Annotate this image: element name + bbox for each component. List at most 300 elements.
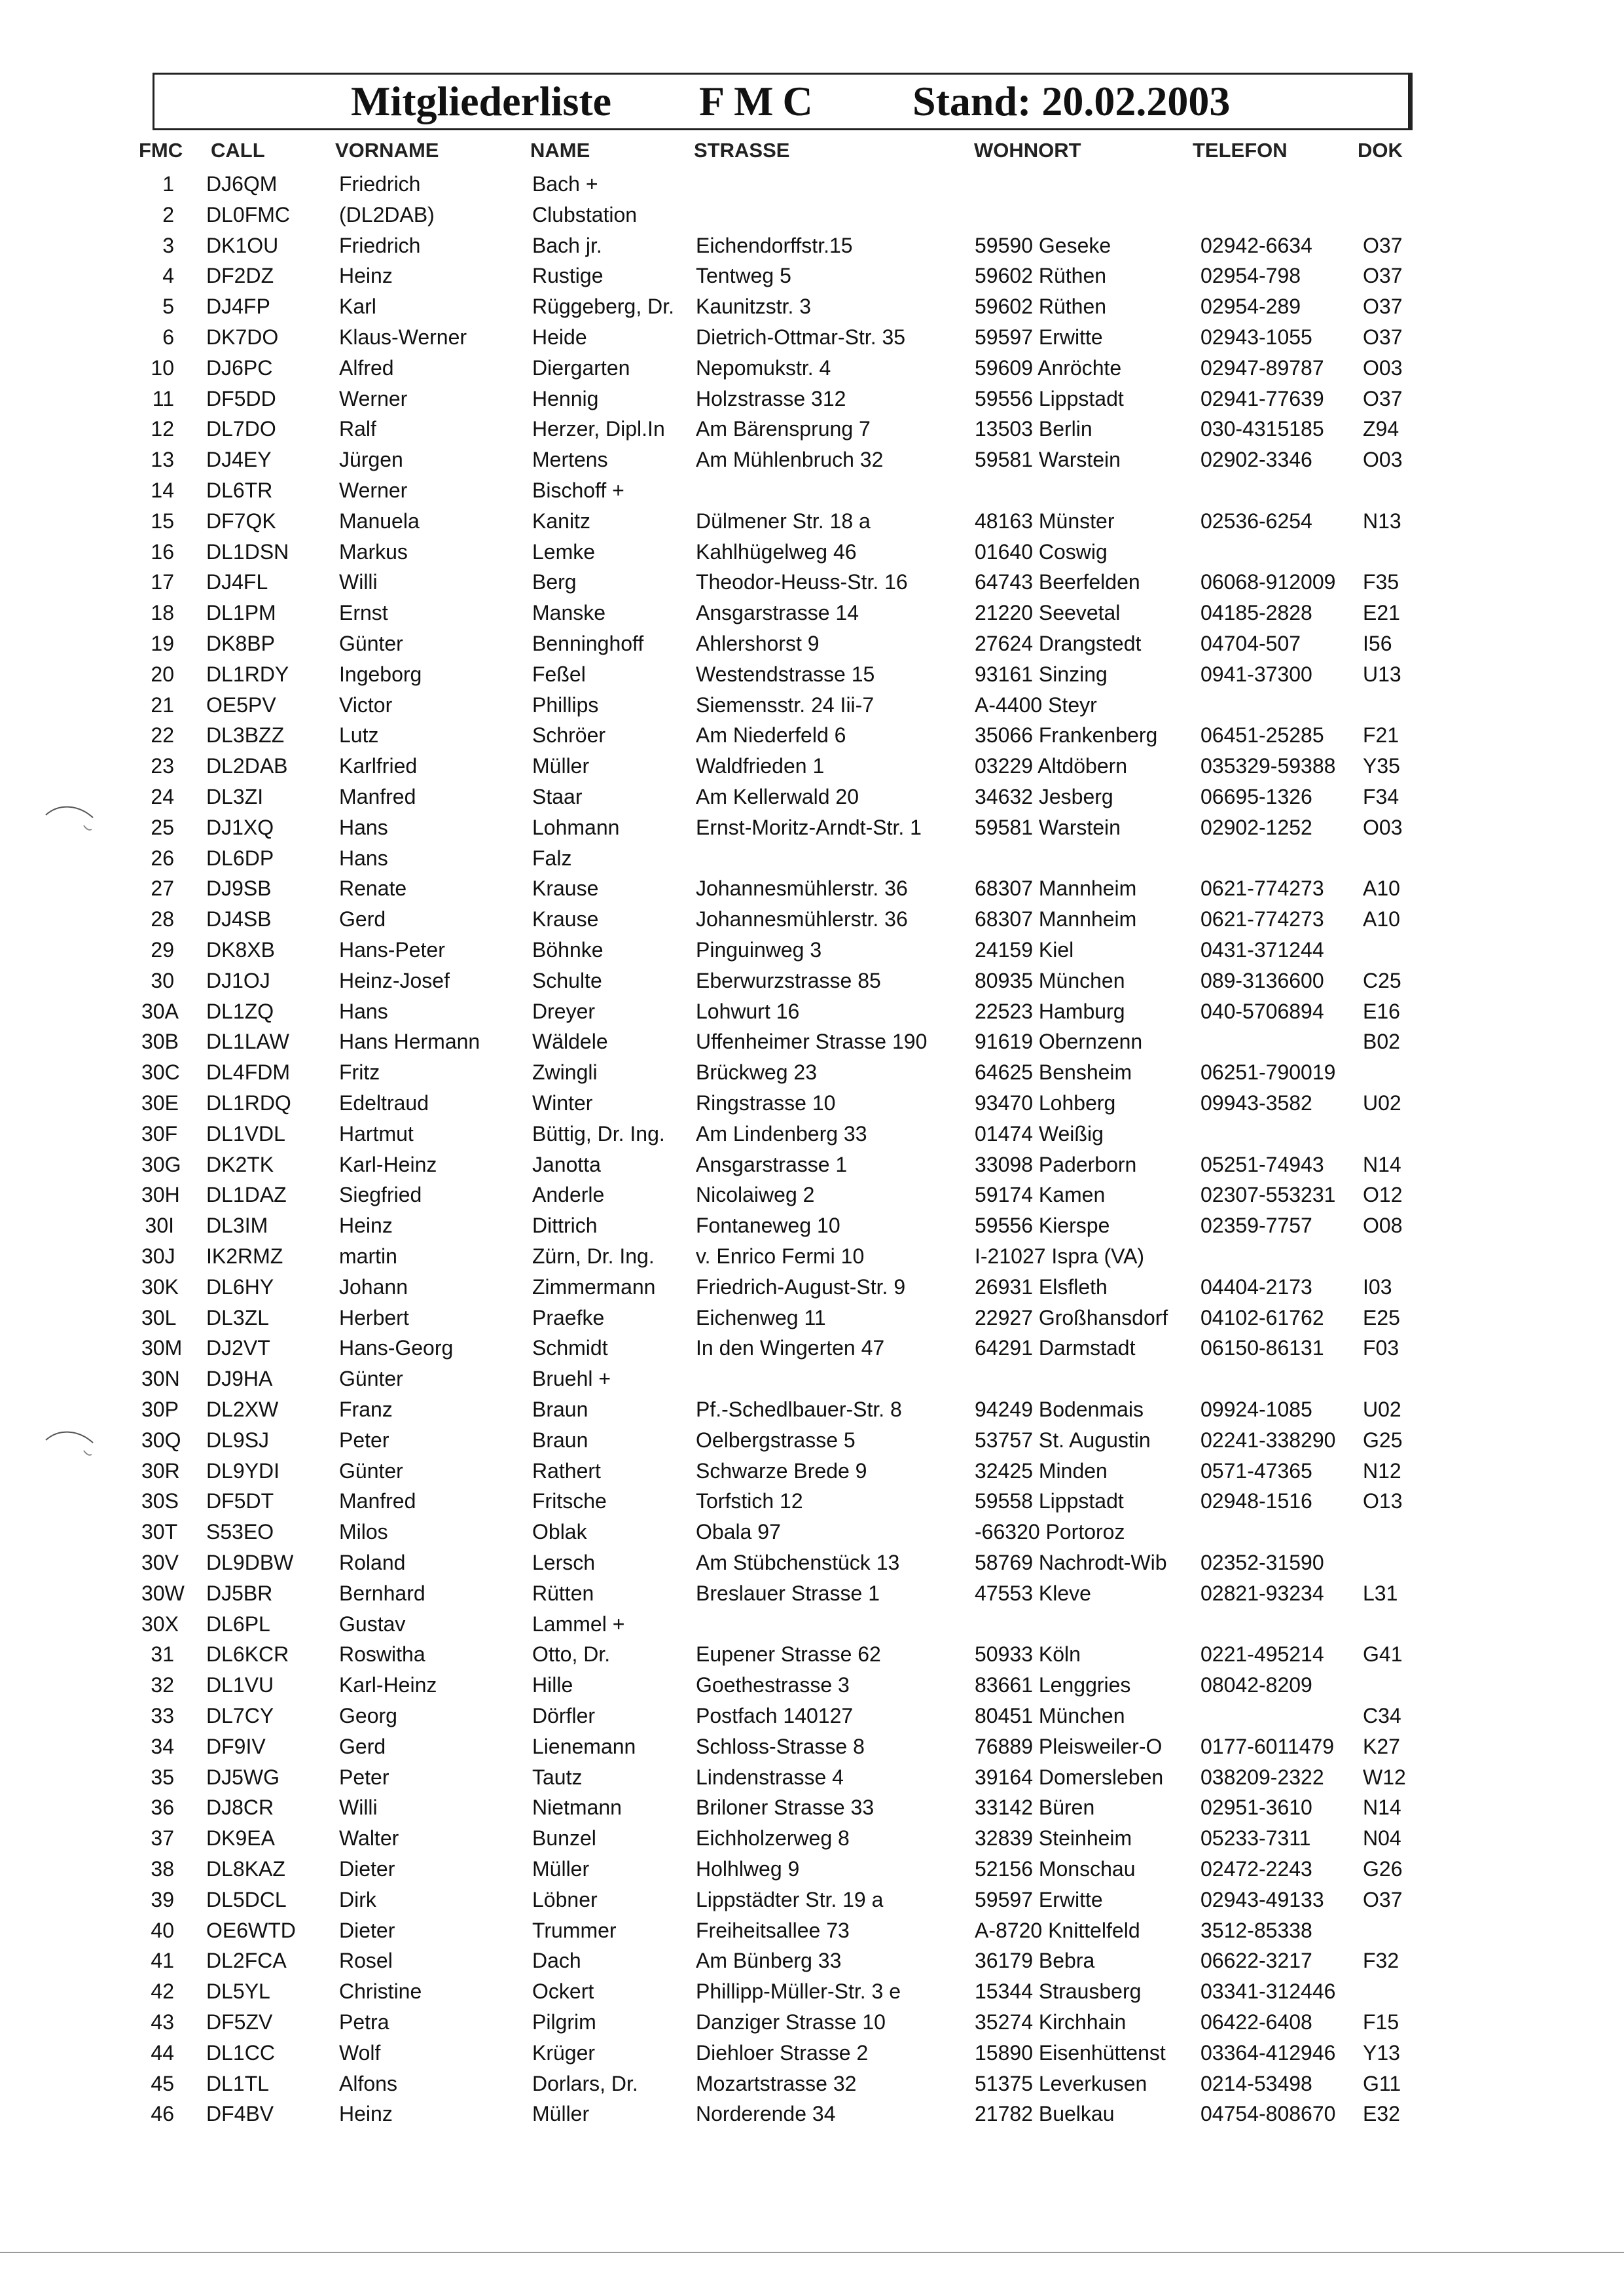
table-row bbox=[0, 628, 1624, 659]
member-number: 4 bbox=[162, 264, 174, 288]
table-row bbox=[0, 1394, 1624, 1425]
member-number: 37 bbox=[151, 1826, 174, 1851]
member-number: 34 bbox=[151, 1734, 174, 1758]
phone: 02941-77639 bbox=[1200, 386, 1324, 410]
street: Westendstrasse 15 bbox=[696, 662, 875, 686]
first-name: Heinz-Josef bbox=[339, 968, 450, 992]
table-row bbox=[0, 690, 1624, 721]
dok-code: O03 bbox=[1363, 355, 1403, 380]
last-name: Dörfler bbox=[532, 1704, 596, 1727]
first-name: Hans bbox=[339, 846, 388, 870]
last-name: Zürn, Dr. Ing. bbox=[532, 1244, 655, 1268]
member-number: 18 bbox=[151, 601, 174, 625]
street: Oelbergstrasse 5 bbox=[696, 1428, 856, 1452]
table-row bbox=[0, 751, 1624, 782]
callsign: DL3ZI bbox=[206, 785, 264, 808]
member-number: 24 bbox=[151, 785, 174, 808]
last-name: Löbner bbox=[532, 1887, 598, 1911]
last-name: Büttig, Dr. Ing. bbox=[532, 1121, 665, 1146]
last-name: Rustige bbox=[532, 264, 604, 288]
table-row bbox=[0, 1885, 1624, 1915]
last-name: Heide bbox=[532, 325, 587, 349]
dok-code: N13 bbox=[1363, 509, 1401, 533]
first-name: Lutz bbox=[339, 723, 379, 748]
table-row bbox=[0, 1976, 1624, 2007]
first-name: Gustav bbox=[339, 1612, 406, 1636]
street: Lippstädter Str. 19 a bbox=[696, 1887, 884, 1911]
last-name: Bach + bbox=[532, 172, 598, 196]
dok-code: A10 bbox=[1363, 876, 1400, 901]
member-number: 13 bbox=[151, 448, 174, 472]
header-vorname: VORNAME bbox=[335, 139, 439, 162]
table-row bbox=[0, 812, 1624, 843]
street: Kaunitzstr. 3 bbox=[696, 295, 812, 319]
dok-code: W12 bbox=[1363, 1765, 1406, 1789]
table-row bbox=[0, 843, 1624, 874]
callsign: DJ2VT bbox=[206, 1336, 270, 1360]
member-number: 42 bbox=[151, 1979, 174, 2004]
table-row bbox=[0, 384, 1624, 414]
street: Breslauer Strasse 1 bbox=[696, 1581, 880, 1605]
dok-code: U02 bbox=[1363, 1091, 1401, 1115]
punch-hole-mark bbox=[39, 795, 98, 841]
callsign: DL9DBW bbox=[206, 1551, 294, 1574]
phone: 04754-808670 bbox=[1200, 2102, 1336, 2126]
member-number: 30H bbox=[141, 1183, 180, 1207]
last-name: Tautz bbox=[532, 1765, 583, 1789]
dok-code: F34 bbox=[1363, 785, 1399, 808]
phone: 02947-89787 bbox=[1200, 355, 1324, 380]
last-name: Anderle bbox=[532, 1183, 605, 1207]
list-title: Mitgliederliste bbox=[351, 78, 612, 124]
last-name: Krüger bbox=[532, 2040, 596, 2065]
dok-code: A10 bbox=[1363, 907, 1400, 931]
callsign: DJ4SB bbox=[206, 907, 272, 931]
table-row bbox=[0, 506, 1624, 537]
last-name: Rütten bbox=[532, 1581, 594, 1605]
member-number: 1 bbox=[162, 172, 174, 196]
street: Johannesmühlerstr. 36 bbox=[696, 876, 908, 901]
first-name: Heinz bbox=[339, 1214, 393, 1238]
first-name: Hans Hermann bbox=[339, 1030, 480, 1054]
callsign: DK1OU bbox=[206, 233, 279, 257]
table-row bbox=[0, 537, 1624, 568]
table-row bbox=[0, 1026, 1624, 1057]
as-of-date: Stand: 20.02.2003 bbox=[912, 78, 1231, 124]
first-name: martin bbox=[339, 1244, 397, 1268]
first-name: Georg bbox=[339, 1704, 397, 1727]
street: Fontaneweg 10 bbox=[696, 1214, 840, 1238]
member-number: 40 bbox=[151, 1918, 174, 1942]
table-row bbox=[0, 904, 1624, 935]
member-number: 38 bbox=[151, 1857, 174, 1881]
member-number: 30I bbox=[145, 1214, 174, 1238]
last-name: Müller bbox=[532, 754, 590, 778]
member-number: 45 bbox=[151, 2071, 174, 2095]
list-title-box bbox=[153, 73, 1413, 130]
callsign: DL8KAZ bbox=[206, 1857, 285, 1881]
city: 47553 Kleve bbox=[975, 1581, 1091, 1605]
callsign: DJ9HA bbox=[206, 1367, 273, 1391]
city: 35274 Kirchhain bbox=[975, 2010, 1127, 2034]
street: Schwarze Brede 9 bbox=[696, 1458, 867, 1483]
city: 33142 Büren bbox=[975, 1796, 1095, 1820]
table-row bbox=[0, 1854, 1624, 1885]
last-name: Müller bbox=[532, 2102, 590, 2126]
callsign: DL4FDM bbox=[206, 1060, 291, 1085]
city: 27624 Drangstedt bbox=[975, 632, 1142, 655]
first-name: Heinz bbox=[339, 264, 393, 288]
street: Waldfrieden 1 bbox=[696, 754, 825, 778]
table-row bbox=[0, 1823, 1624, 1854]
last-name: Benninghoff bbox=[532, 632, 644, 655]
first-name: Renate bbox=[339, 876, 407, 901]
first-name: Hans-Peter bbox=[339, 938, 445, 962]
phone: 3512-85338 bbox=[1200, 1918, 1312, 1942]
first-name: Karl-Heinz bbox=[339, 1673, 437, 1697]
dok-code: U13 bbox=[1363, 662, 1401, 686]
callsign: DJ6QM bbox=[206, 172, 278, 196]
city: 33098 Paderborn bbox=[975, 1152, 1137, 1176]
dok-code: C34 bbox=[1363, 1704, 1401, 1727]
member-number: 30M bbox=[141, 1336, 183, 1360]
street: Eichendorffstr.15 bbox=[696, 233, 853, 257]
street: Johannesmühlerstr. 36 bbox=[696, 907, 908, 931]
city: 59174 Kamen bbox=[975, 1183, 1106, 1207]
last-name: Schröer bbox=[532, 723, 606, 748]
dok-code: N14 bbox=[1363, 1152, 1401, 1176]
street: Lohwurt 16 bbox=[696, 999, 800, 1023]
member-number: 30V bbox=[141, 1551, 179, 1574]
table-row bbox=[0, 353, 1624, 384]
table-row bbox=[0, 475, 1624, 506]
city: 01474 Weißig bbox=[975, 1121, 1104, 1146]
table-row bbox=[0, 1333, 1624, 1364]
dok-code: F21 bbox=[1363, 723, 1399, 748]
callsign: IK2RMZ bbox=[206, 1244, 283, 1268]
callsign: DK9EA bbox=[206, 1826, 275, 1851]
dok-code: O37 bbox=[1363, 325, 1403, 349]
callsign: DL1PM bbox=[206, 601, 276, 625]
member-number: 36 bbox=[151, 1796, 174, 1820]
city: 26931 Elsfleth bbox=[975, 1274, 1108, 1299]
city: 59556 Kierspe bbox=[975, 1214, 1110, 1238]
last-name: Diergarten bbox=[532, 355, 630, 380]
phone: 02954-798 bbox=[1200, 264, 1301, 288]
member-number: 30G bbox=[141, 1152, 181, 1176]
street: Holhlweg 9 bbox=[696, 1857, 800, 1881]
first-name: Dieter bbox=[339, 1857, 395, 1881]
dok-code: I03 bbox=[1363, 1274, 1392, 1299]
phone: 02902-3346 bbox=[1200, 448, 1312, 472]
phone: 035329-59388 bbox=[1200, 754, 1336, 778]
callsign: S53EO bbox=[206, 1520, 274, 1544]
last-name: Hennig bbox=[532, 386, 599, 410]
callsign: DL1LAW bbox=[206, 1030, 289, 1054]
callsign: DL9YDI bbox=[206, 1458, 280, 1483]
street: Am Mühlenbruch 32 bbox=[696, 448, 884, 472]
city: 59590 Geseke bbox=[975, 233, 1111, 257]
dok-code: U02 bbox=[1363, 1398, 1401, 1421]
callsign: DL1RDQ bbox=[206, 1091, 291, 1115]
street: Eichenweg 11 bbox=[696, 1305, 826, 1329]
table-row bbox=[0, 598, 1624, 628]
city: 39164 Domersleben bbox=[975, 1765, 1164, 1789]
header-wohnort: WOHNORT bbox=[974, 139, 1081, 162]
first-name: Ralf bbox=[339, 417, 376, 441]
first-name: Ingeborg bbox=[339, 662, 422, 686]
street: v. Enrico Fermi 10 bbox=[696, 1244, 865, 1268]
last-name: Müller bbox=[532, 1857, 590, 1881]
table-row bbox=[0, 1088, 1624, 1119]
table-row bbox=[0, 414, 1624, 444]
city: 59597 Erwitte bbox=[975, 1887, 1103, 1911]
table-row bbox=[0, 1456, 1624, 1487]
member-number: 15 bbox=[151, 509, 174, 533]
callsign: DF7QK bbox=[206, 509, 276, 533]
first-name: Markus bbox=[339, 539, 408, 564]
last-name: Lemke bbox=[532, 539, 596, 564]
table-row bbox=[0, 1486, 1624, 1517]
member-number: 30W bbox=[141, 1581, 185, 1605]
last-name: Manske bbox=[532, 601, 606, 625]
street: Lindenstrasse 4 bbox=[696, 1765, 844, 1789]
city: 64743 Beerfelden bbox=[975, 570, 1140, 594]
table-row bbox=[0, 567, 1624, 598]
dok-code: C25 bbox=[1363, 968, 1401, 992]
last-name: Lersch bbox=[532, 1551, 596, 1574]
first-name: Rosel bbox=[339, 1949, 393, 1973]
first-name: Siegfried bbox=[339, 1183, 422, 1207]
phone: 02241-338290 bbox=[1200, 1428, 1336, 1452]
callsign: DL5DCL bbox=[206, 1887, 287, 1911]
last-name: Fritsche bbox=[532, 1489, 607, 1513]
street: Postfach 140127 bbox=[696, 1704, 854, 1727]
phone: 0177-6011479 bbox=[1200, 1734, 1335, 1758]
street: In den Wingerten 47 bbox=[696, 1336, 885, 1360]
last-name: Praefke bbox=[532, 1305, 605, 1329]
city: 48163 Münster bbox=[975, 509, 1115, 533]
phone: 089-3136600 bbox=[1200, 968, 1324, 992]
street: Kahlhügelweg 46 bbox=[696, 539, 857, 564]
table-row bbox=[0, 1670, 1624, 1701]
callsign: DJ6PC bbox=[206, 355, 273, 380]
city: 59602 Rüthen bbox=[975, 264, 1107, 288]
table-row bbox=[0, 169, 1624, 200]
callsign: DL5YL bbox=[206, 1979, 270, 2004]
callsign: DL1VDL bbox=[206, 1121, 285, 1146]
callsign: DK2TK bbox=[206, 1152, 274, 1176]
table-row bbox=[0, 1762, 1624, 1793]
street: Pf.-Schedlbauer-Str. 8 bbox=[696, 1398, 902, 1421]
street: Am Bärensprung 7 bbox=[696, 417, 871, 441]
first-name: Hans bbox=[339, 815, 388, 839]
street: Obala 97 bbox=[696, 1520, 781, 1544]
street: Torfstich 12 bbox=[696, 1489, 803, 1513]
street: Brückweg 23 bbox=[696, 1060, 817, 1085]
dok-code: I56 bbox=[1363, 632, 1392, 655]
last-name: Falz bbox=[532, 846, 572, 870]
street: Diehloer Strasse 2 bbox=[696, 2040, 869, 2065]
city: A-8720 Knittelfeld bbox=[975, 1918, 1140, 1942]
table-row bbox=[0, 1731, 1624, 1762]
dok-code: G25 bbox=[1363, 1428, 1403, 1452]
first-name: Alfred bbox=[339, 355, 394, 380]
dok-code: F35 bbox=[1363, 570, 1399, 594]
table-row bbox=[0, 873, 1624, 904]
first-name: Herbert bbox=[339, 1305, 409, 1329]
phone: 02307-553231 bbox=[1200, 1183, 1336, 1207]
street: Ansgarstrasse 14 bbox=[696, 601, 859, 625]
last-name: Rüggeberg, Dr. bbox=[532, 295, 675, 319]
table-row bbox=[0, 200, 1624, 230]
last-name: Nietmann bbox=[532, 1796, 622, 1820]
callsign: DK8XB bbox=[206, 938, 275, 962]
header-telefon: TELEFON bbox=[1193, 139, 1288, 162]
first-name: Hans bbox=[339, 999, 388, 1023]
last-name: Janotta bbox=[532, 1152, 601, 1176]
callsign: DL1RDY bbox=[206, 662, 289, 686]
city: 51375 Leverkusen bbox=[975, 2071, 1147, 2095]
callsign: DJ1XQ bbox=[206, 815, 274, 839]
last-name: Schmidt bbox=[532, 1336, 608, 1360]
table-row bbox=[0, 1364, 1624, 1394]
member-number: 25 bbox=[151, 815, 174, 839]
city: 22927 Großhansdorf bbox=[975, 1305, 1168, 1329]
member-number: 30N bbox=[141, 1367, 180, 1391]
dok-code: O37 bbox=[1363, 295, 1403, 319]
city: 52156 Monschau bbox=[975, 1857, 1136, 1881]
callsign: DJ4EY bbox=[206, 448, 272, 472]
last-name: Dreyer bbox=[532, 999, 596, 1023]
table-row bbox=[0, 1578, 1624, 1609]
first-name: Willi bbox=[339, 570, 378, 594]
table-row bbox=[0, 1547, 1624, 1578]
callsign: DF5DD bbox=[206, 386, 276, 410]
dok-code: O37 bbox=[1363, 1887, 1403, 1911]
dok-code: O12 bbox=[1363, 1183, 1403, 1207]
member-number: 16 bbox=[151, 539, 174, 564]
table-row bbox=[0, 2007, 1624, 2038]
phone: 04102-61762 bbox=[1200, 1305, 1324, 1329]
city: 93161 Sinzing bbox=[975, 662, 1108, 686]
last-name: Zwingli bbox=[532, 1060, 598, 1085]
city: 53757 St. Augustin bbox=[975, 1428, 1151, 1452]
table-row bbox=[0, 1303, 1624, 1333]
first-name: Johann bbox=[339, 1274, 408, 1299]
member-number: 30 bbox=[151, 968, 174, 992]
first-name: Manfred bbox=[339, 785, 416, 808]
dok-code: Y13 bbox=[1363, 2040, 1400, 2065]
last-name: Herzer, Dipl.In bbox=[532, 417, 665, 441]
first-name: Wolf bbox=[339, 2040, 381, 2065]
first-name: (DL2DAB) bbox=[339, 202, 435, 226]
dok-code: O37 bbox=[1363, 386, 1403, 410]
dok-code: F32 bbox=[1363, 1949, 1399, 1973]
phone: 08042-8209 bbox=[1200, 1673, 1312, 1697]
callsign: DL0FMC bbox=[206, 202, 291, 226]
callsign: DJ5WG bbox=[206, 1765, 280, 1789]
phone: 0221-495214 bbox=[1200, 1642, 1324, 1667]
table-row bbox=[0, 966, 1624, 996]
dok-code: N04 bbox=[1363, 1826, 1401, 1851]
city: 32425 Minden bbox=[975, 1458, 1108, 1483]
dok-code: O08 bbox=[1363, 1214, 1403, 1238]
street: Eupener Strasse 62 bbox=[696, 1642, 881, 1667]
dok-code: G41 bbox=[1363, 1642, 1403, 1667]
phone: 0621-774273 bbox=[1200, 907, 1324, 931]
table-row bbox=[0, 322, 1624, 353]
phone: 02948-1516 bbox=[1200, 1489, 1312, 1513]
last-name: Bischoff + bbox=[532, 479, 624, 502]
city: 01640 Coswig bbox=[975, 539, 1108, 564]
phone: 06251-790019 bbox=[1200, 1060, 1336, 1085]
dok-code: E25 bbox=[1363, 1305, 1400, 1329]
last-name: Hille bbox=[532, 1673, 573, 1697]
member-number: 22 bbox=[151, 723, 174, 748]
member-number: 30P bbox=[141, 1398, 179, 1421]
member-number: 26 bbox=[151, 846, 174, 870]
dok-code: K27 bbox=[1363, 1734, 1400, 1758]
phone: 0571-47365 bbox=[1200, 1458, 1312, 1483]
callsign: DL1VU bbox=[206, 1673, 274, 1697]
table-row bbox=[0, 2099, 1624, 2129]
city: 50933 Köln bbox=[975, 1642, 1081, 1667]
last-name: Krause bbox=[532, 876, 599, 901]
street: Dietrich-Ottmar-Str. 35 bbox=[696, 325, 906, 349]
callsign: DL1DAZ bbox=[206, 1183, 287, 1207]
first-name: Peter bbox=[339, 1428, 389, 1452]
street: Am Lindenberg 33 bbox=[696, 1121, 867, 1146]
street: Phillipp-Müller-Str. 3 e bbox=[696, 1979, 901, 2004]
street: Danziger Strasse 10 bbox=[696, 2010, 886, 2034]
phone: 04185-2828 bbox=[1200, 601, 1312, 625]
dok-code: F03 bbox=[1363, 1336, 1399, 1360]
phone: 06622-3217 bbox=[1200, 1949, 1312, 1973]
callsign: DL3BZZ bbox=[206, 723, 285, 748]
callsign: DL1DSN bbox=[206, 539, 289, 564]
callsign: DK8BP bbox=[206, 632, 275, 655]
city: 59581 Warstein bbox=[975, 448, 1121, 472]
city: 36179 Bebra bbox=[975, 1949, 1095, 1973]
table-row bbox=[0, 444, 1624, 475]
phone: 02943-1055 bbox=[1200, 325, 1312, 349]
last-name: Wäldele bbox=[532, 1030, 608, 1054]
dok-code: E21 bbox=[1363, 601, 1400, 625]
last-name: Dittrich bbox=[532, 1214, 598, 1238]
table-row bbox=[0, 1272, 1624, 1303]
first-name: Friedrich bbox=[339, 172, 421, 196]
table-row bbox=[0, 1057, 1624, 1088]
dok-code: N12 bbox=[1363, 1458, 1401, 1483]
member-number: 30X bbox=[141, 1612, 179, 1636]
phone: 09924-1085 bbox=[1200, 1398, 1312, 1421]
street: Am Bünberg 33 bbox=[696, 1949, 842, 1973]
street: Pinguinweg 3 bbox=[696, 938, 822, 962]
street: Theodor-Heuss-Str. 16 bbox=[696, 570, 908, 594]
street: Am Stübchenstück 13 bbox=[696, 1551, 900, 1574]
first-name: Günter bbox=[339, 1458, 403, 1483]
member-number: 27 bbox=[151, 876, 174, 901]
city: 59597 Erwitte bbox=[975, 325, 1103, 349]
member-number: 30T bbox=[141, 1520, 178, 1544]
last-name: Lammel + bbox=[532, 1612, 625, 1636]
phone: 03341-312446 bbox=[1200, 1979, 1336, 2004]
last-name: Trummer bbox=[532, 1918, 617, 1942]
phone: 06451-25285 bbox=[1200, 723, 1324, 748]
city: 68307 Mannheim bbox=[975, 876, 1137, 901]
city: 24159 Kiel bbox=[975, 938, 1074, 962]
